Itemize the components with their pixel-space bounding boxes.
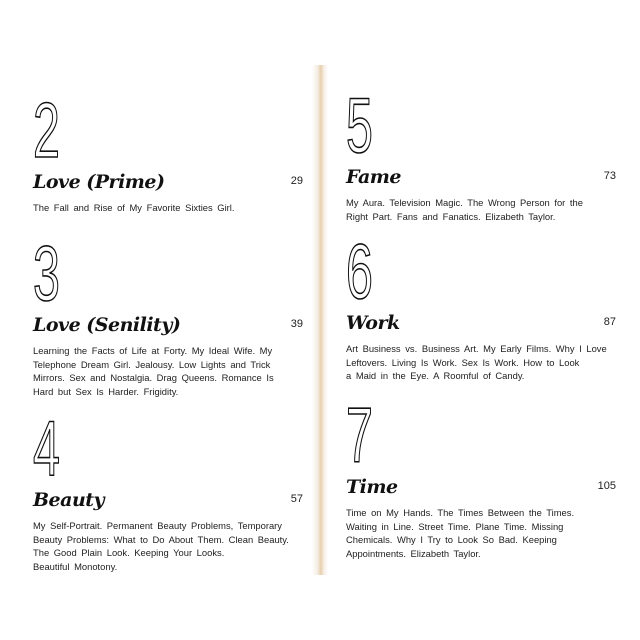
chapter-description <box>33 519 303 573</box>
description-line: The Good Plain Look. Keeping Your Looks. <box>33 547 225 558</box>
chapter-description <box>346 506 616 560</box>
chapter-description <box>346 342 616 383</box>
description-line: Chemicals. Why I Try to Look So Bad. Keeping <box>346 534 557 545</box>
chapter-number: 5 <box>346 81 373 169</box>
chapter-number: 4 <box>33 404 60 492</box>
chapter-entry <box>33 86 303 215</box>
chapter-title-row <box>33 314 303 340</box>
chapter-entry <box>33 229 303 398</box>
chapter-title-row <box>33 171 303 197</box>
chapter-title-row <box>346 312 616 338</box>
chapter-page-number: 105 <box>597 480 616 492</box>
chapter-title-row <box>346 476 616 502</box>
chapter-title: Fame <box>346 166 401 188</box>
chapter-title: Beauty <box>33 489 105 511</box>
chapter-title: Work <box>346 312 400 334</box>
chapter-entry <box>33 404 303 573</box>
chapter-entry <box>346 81 616 223</box>
description-line: The Fall and Rise of My Favorite Sixties Girl. <box>33 202 235 213</box>
chapter-description <box>33 344 303 398</box>
chapter-page-number: 87 <box>603 316 616 328</box>
description-line: a Maid in the Eye. A Roomful of Candy. <box>346 370 525 381</box>
book-spine-crease <box>312 65 328 575</box>
description-line: Leftovers. Living Is Work. Sex Is Work. How to Look <box>346 356 580 368</box>
description-line: Telephone Dream Girl. Jealousy. Low Lights and Trick <box>33 358 271 370</box>
description-line: Art Business vs. Business Art. My Early Films. Why I Love <box>346 343 607 354</box>
chapter-title: Love (Senility) <box>33 314 181 336</box>
description-line: Hard but Sex Is Harder. Frigidity. <box>33 385 179 397</box>
description-line: Appointments. Elizabeth Taylor. <box>346 547 481 559</box>
chapter-title: Time <box>346 476 398 498</box>
chapter-title-row <box>346 166 616 192</box>
chapter-page-number: 57 <box>290 493 303 505</box>
chapter-page-number: 29 <box>290 175 303 187</box>
chapter-page-number: 73 <box>603 170 616 182</box>
description-line: Beauty Problems: What to Do About Them. Clean Beauty. <box>33 533 289 545</box>
chapter-entry <box>346 391 616 560</box>
chapter-number: 7 <box>346 391 373 479</box>
chapter-description <box>33 201 303 215</box>
chapter-description <box>346 196 616 223</box>
description-line: My Aura. Television Magic. The Wrong Person for the <box>346 197 583 208</box>
chapter-page-number: 39 <box>290 318 303 330</box>
chapter-title: Love (Prime) <box>33 171 165 193</box>
chapter-number: 2 <box>33 86 60 174</box>
description-line: My Self-Portrait. Permanent Beauty Problems, Temporary <box>33 520 282 531</box>
description-line: Learning the Facts of Life at Forty. My Ideal Wife. My <box>33 345 273 356</box>
chapter-number: 3 <box>33 229 60 317</box>
description-line: Mirrors. Sex and Nostalgia. Drag Queens. Romance Is <box>33 372 274 383</box>
description-line: Beautiful Monotony. <box>33 560 118 572</box>
chapter-entry <box>346 227 616 383</box>
chapter-title-row <box>33 489 303 515</box>
description-line: Right Part. Fans and Fanatics. Elizabeth Taylor. <box>346 210 556 222</box>
description-line: Waiting in Line. Street Time. Plane Time. Missing <box>346 520 564 532</box>
description-line: Time on My Hands. The Times Between the Times. <box>346 507 575 518</box>
chapter-number: 6 <box>346 227 373 315</box>
